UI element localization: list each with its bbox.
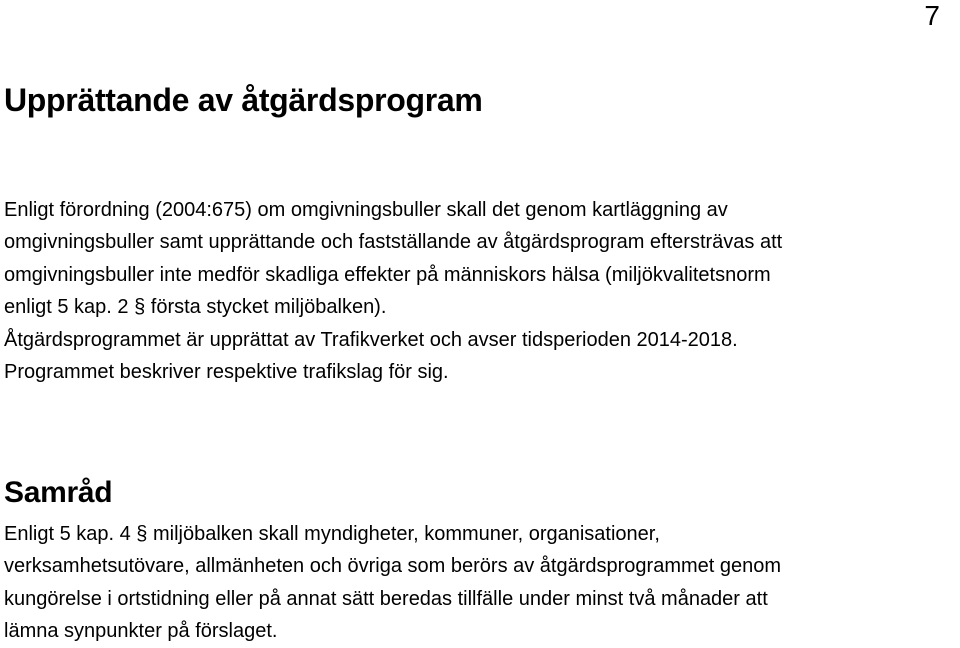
section-heading-atgardsprogram: Upprättande av åtgärdsprogram: [4, 82, 483, 118]
text-line: omgivningsbuller samt upprättande och fastställande av åtgärdsprogram eftersträvas att: [4, 231, 783, 254]
text-line: Enligt förordning (2004:675) om omgivningsbuller skall det genom kartläggning av: [4, 199, 728, 221]
text-line: Åtgärdsprogrammet är upprättat av Trafikverket och avser tidsperioden 2014-2018.: [4, 328, 738, 351]
section-heading-samrad: Samråd: [4, 476, 113, 509]
text-line: Enligt 5 kap. 4 § miljöbalken skall myndigheter, kommuner, organisationer,: [4, 523, 660, 545]
paragraph-samrad: [4, 518, 956, 648]
text-line: enligt 5 kap. 2 § första stycket miljöbalken).: [4, 296, 387, 319]
text-line: Programmet beskriver respektive trafikslag för sig.: [4, 360, 449, 383]
text-line: kungörelse i ortstidning eller på annat sätt beredas tillfälle under minst två månader att: [4, 587, 768, 610]
text-line: lämna synpunkter på förslaget.: [4, 620, 278, 643]
page-number: 7: [924, 0, 940, 31]
paragraph-atgardsprogram: [4, 194, 956, 388]
text-line: verksamhetsutövare, allmänheten och övriga som berörs av åtgärdsprogrammet genom: [4, 555, 782, 578]
text-line: omgivningsbuller inte medför skadliga effekter på människors hälsa (miljökvalitetsnorm: [4, 263, 771, 286]
